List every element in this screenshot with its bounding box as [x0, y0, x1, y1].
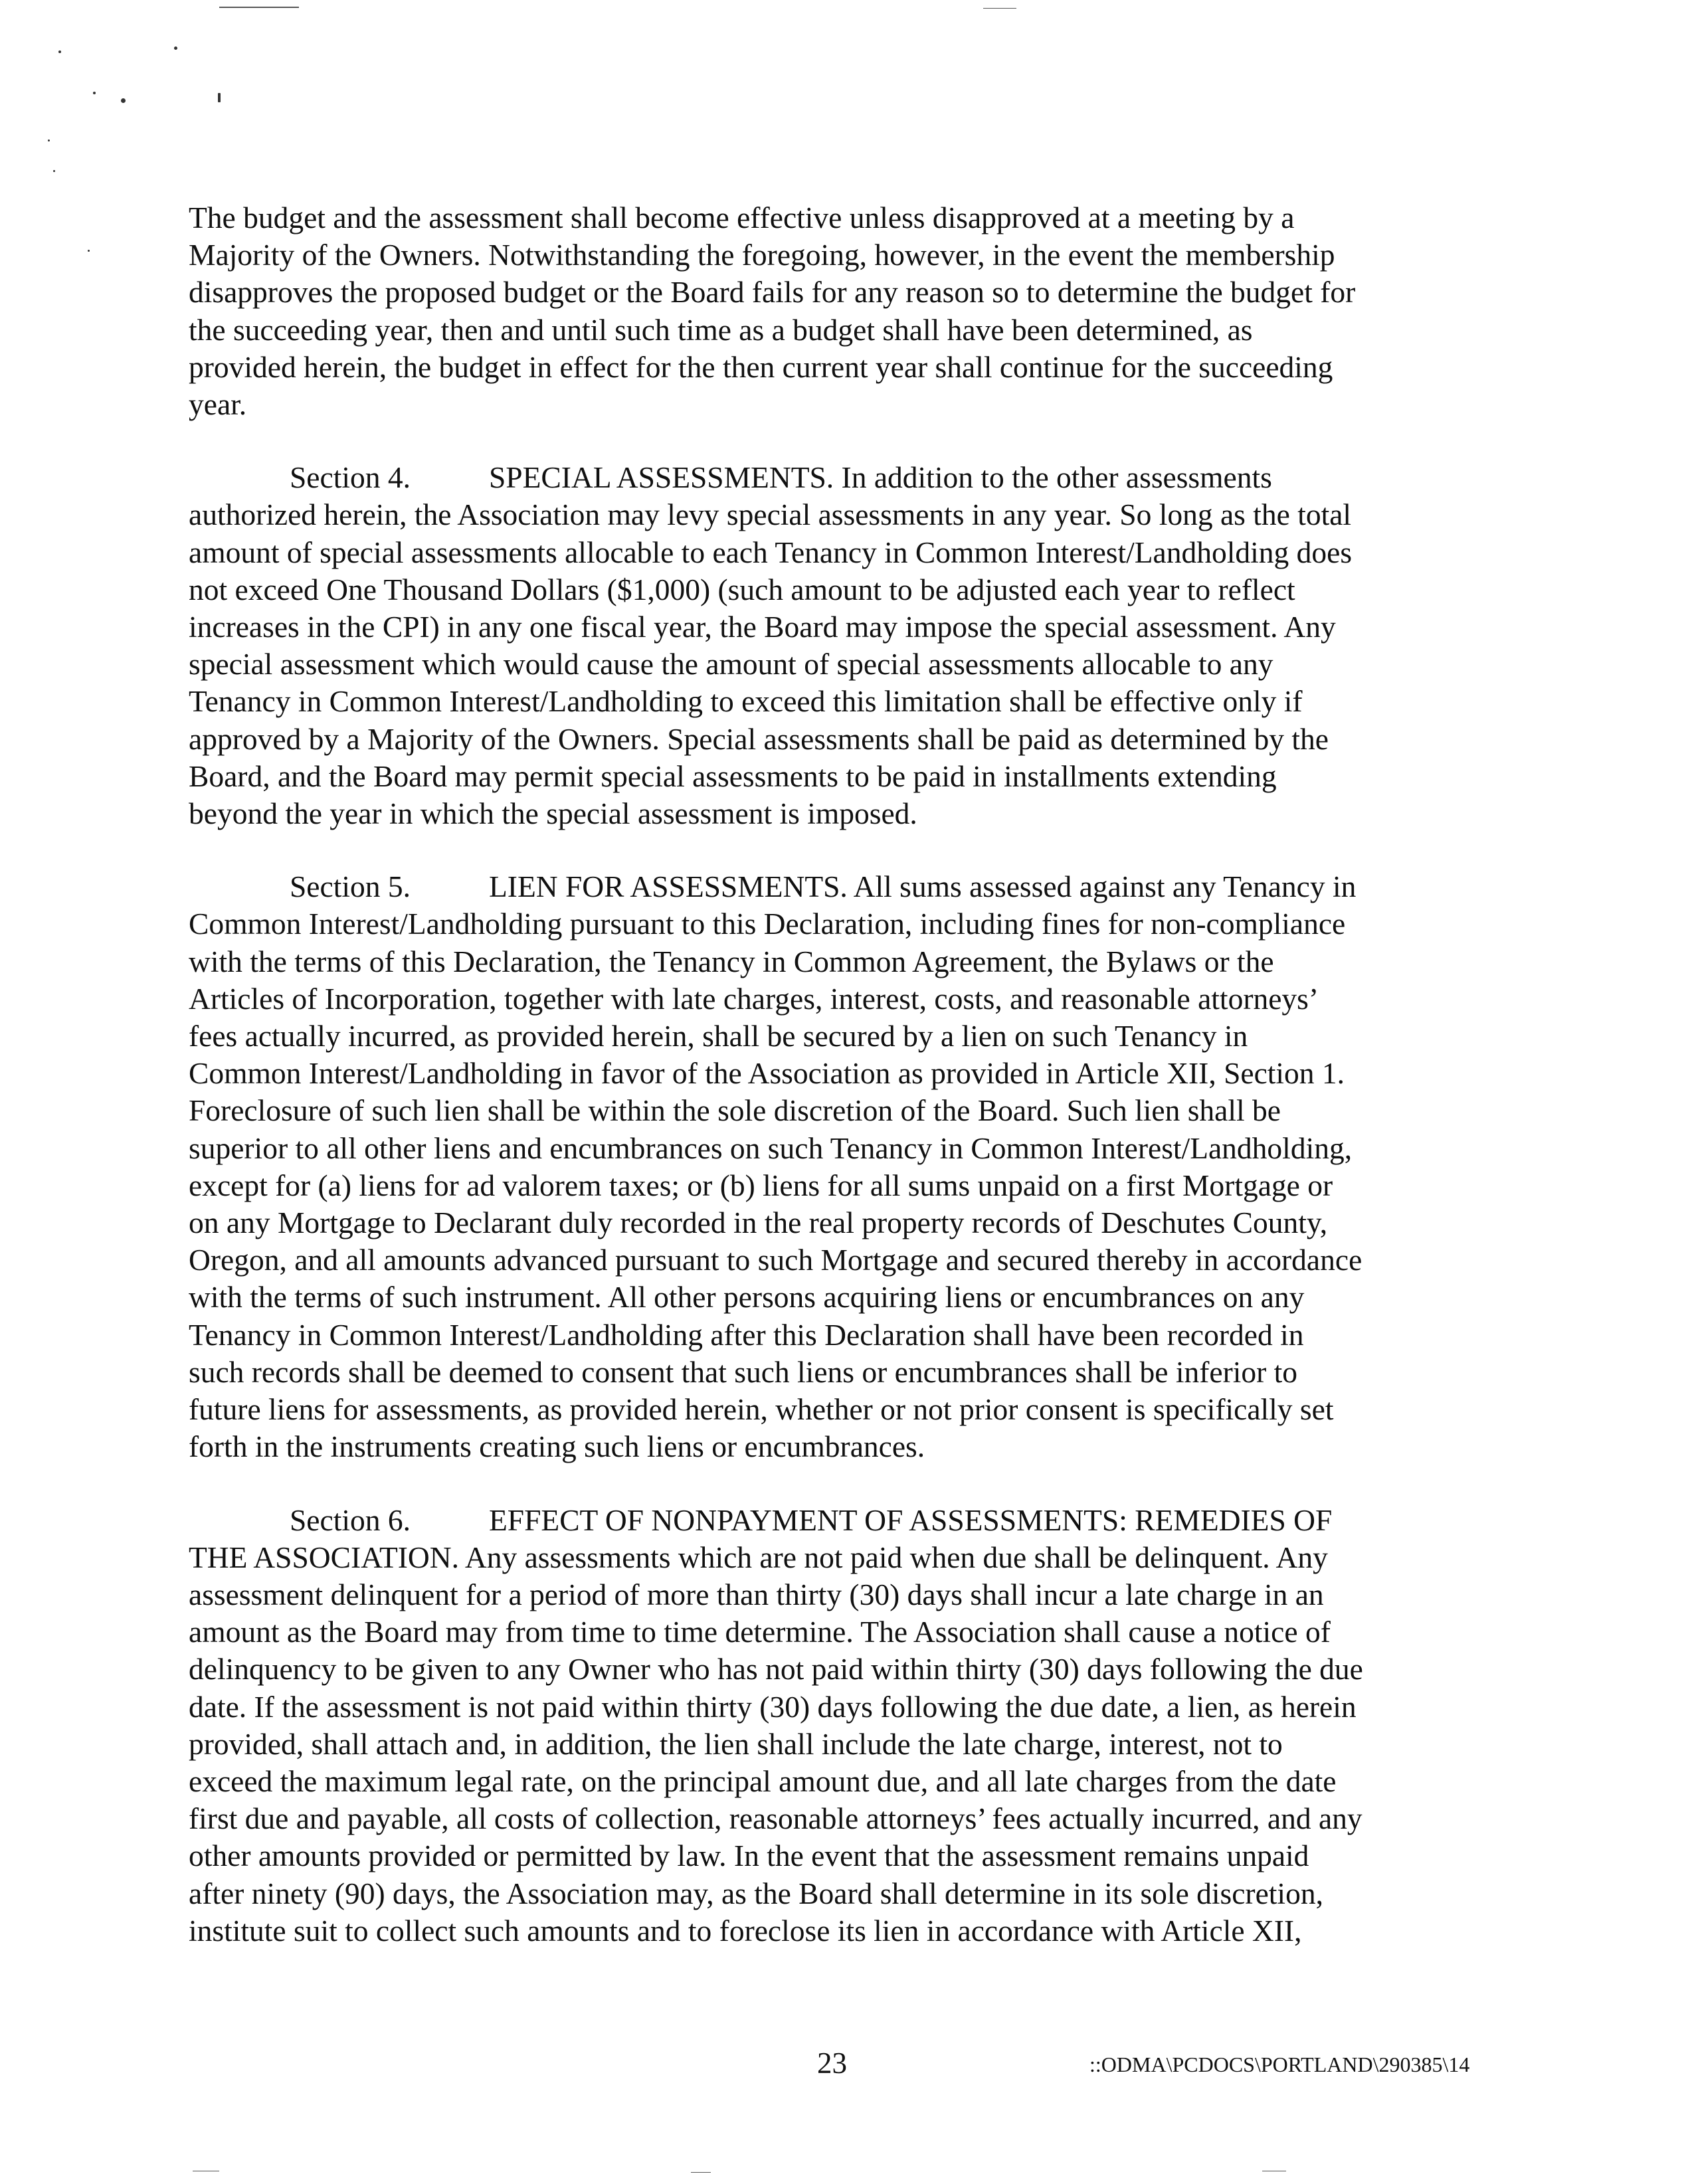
scan-artifact: [88, 250, 90, 252]
scan-artifact: [121, 98, 126, 103]
section-6-effect-of-nonpayment: [189, 1502, 1491, 1950]
text-line: with the terms of such instrument. All other persons acquiring liens or encumbrances on any: [189, 1280, 1305, 1315]
text-line: Foreclosure of such lien shall be within the sole discretion of the Board. Such lien shall be: [189, 1093, 1281, 1128]
text-line: authorized herein, the Association may levy special assessments in any year. So long as the total: [189, 498, 1352, 532]
text-line: not exceed One Thousand Dollars ($1,000) (such amount to be adjusted each year to reflect: [189, 572, 1295, 606]
text-line: Articles of Incorporation, together with late charges, interest, costs, and reasonable attorneys’: [189, 981, 1319, 1016]
text-line: The budget and the assessment shall become effective unless disapproved at a meeting by a: [189, 201, 1295, 234]
text-line: on any Mortgage to Declarant duly recorded in the real property records of Deschutes County,: [189, 1206, 1328, 1240]
section-4-special-assessments: [189, 459, 1491, 832]
text-line: EFFECT OF NONPAYMENT OF ASSESSMENTS: REMEDIES OF: [489, 1502, 1333, 1537]
text-line: other amounts provided or permitted by law. In the event that the assessment remains unpaid: [189, 1839, 1309, 1873]
scan-artifact: [218, 93, 221, 102]
text-line: assessment delinquent for a period of more than thirty (30) days shall incur a late charge in an: [189, 1577, 1324, 1611]
text-line: year.: [189, 387, 247, 422]
text-line: the succeeding year, then and until such time as a budget shall have been determined, as: [189, 312, 1253, 347]
scan-artifact: [53, 170, 55, 172]
text-line: Tenancy in Common Interest/Landholding after this Declaration shall have been recorded in: [189, 1317, 1304, 1352]
text-line: fees actually incurred, as provided herein, shall be secured by a lien on such Tenancy in: [189, 1019, 1248, 1053]
text-line: amount of special assessments allocable to each Tenancy in Common Interest/Landholding does: [189, 535, 1353, 569]
text-line: special assessment which would cause the amount of special assessments allocable to any: [189, 647, 1273, 682]
scan-artifact: [48, 139, 50, 141]
scan-artifact: [691, 2172, 711, 2173]
text-line: Common Interest/Landholding pursuant to this Declaration, including fines for non-compliance: [189, 907, 1346, 941]
text-line: LIEN FOR ASSESSMENTS. All sums assessed against any Tenancy in: [489, 869, 1357, 904]
section-heading-line: [189, 868, 1491, 905]
text-line: first due and payable, all costs of collection, reasonable attorneys’ fees actually incurred, and any: [189, 1801, 1362, 1836]
text-line: increases in the CPI) in any one fiscal year, the Board may impose the special assessment. Any: [189, 610, 1336, 644]
section-number: Section 6.: [290, 1502, 411, 1537]
text-line: superior to all other liens and encumbrances on such Tenancy in Common Interest/Landholding,: [189, 1131, 1353, 1165]
document-id: ::ODMA\PCDOCS\PORTLAND\290385\14: [1089, 2052, 1470, 2076]
section-heading-line: [189, 1502, 1491, 1539]
text-line: Oregon, and all amounts advanced pursuant to such Mortgage and secured thereby in accordance: [189, 1243, 1362, 1277]
section-number: Section 4.: [290, 460, 411, 495]
text-line: approved by a Majority of the Owners. Special assessments shall be paid as determined by the: [189, 721, 1329, 756]
scan-artifact: [93, 92, 96, 94]
scan-artifact: [983, 8, 1016, 9]
scan-artifact: [58, 50, 61, 53]
section-number: Section 5.: [290, 869, 411, 904]
scan-artifact: [174, 46, 177, 50]
text-line: SPECIAL ASSESSMENTS. In addition to the other assessments: [489, 460, 1272, 495]
text-line: future liens for assessments, as provided herein, whether or not prior consent is specifically set: [189, 1392, 1334, 1427]
text-line: beyond the year in which the special assessment is imposed.: [189, 796, 917, 831]
text-line: forth in the instruments creating such liens or encumbrances.: [189, 1429, 925, 1464]
text-line: delinquency to be given to any Owner who has not paid within thirty (30) days following the due: [189, 1652, 1363, 1686]
text-line: except for (a) liens for ad valorem taxes; or (b) liens for all sums unpaid on a first Mortgage or: [189, 1168, 1333, 1202]
text-line: date. If the assessment is not paid within thirty (30) days following the due date, a lien, as herein: [189, 1689, 1357, 1724]
text-line: provided, shall attach and, in addition, the lien shall include the late charge, interest, not to: [189, 1726, 1283, 1761]
text-line: amount as the Board may from time to time determine. The Association shall cause a notice of: [189, 1615, 1331, 1649]
text-line: such records shall be deemed to consent that such liens or encumbrances shall be inferior to: [189, 1354, 1298, 1389]
text-line: disapproves the proposed budget or the Board fails for any reason so to determine the budget for: [189, 275, 1356, 310]
text-line: Common Interest/Landholding in favor of the Association as provided in Article XII, Section 1.: [189, 1056, 1345, 1091]
text-line: Majority of the Owners. Notwithstanding the foregoing, however, in the event the membership: [189, 238, 1335, 272]
scan-artifact: [219, 7, 299, 8]
text-line: institute suit to collect such amounts and to foreclose its lien in accordance with Article XII,: [189, 1913, 1302, 1948]
text-line: THE ASSOCIATION. Any assessments which are not paid when due shall be delinquent. Any: [189, 1540, 1328, 1574]
text-line: provided herein, the budget in effect for the then current year shall continue for the succeeding: [189, 349, 1333, 384]
document-body: [189, 199, 1491, 1985]
paragraph-budget: [189, 199, 1491, 423]
text-line: after ninety (90) days, the Association may, as the Board shall determine in its sole discretion,: [189, 1876, 1323, 1910]
section-heading-line: [189, 459, 1491, 496]
section-5-lien-for-assessments: [189, 868, 1491, 1465]
text-line: Tenancy in Common Interest/Landholding to exceed this limitation shall be effective only if: [189, 684, 1303, 719]
text-line: exceed the maximum legal rate, on the principal amount due, and all late charges from the date: [189, 1764, 1337, 1798]
page-number: 23: [817, 2047, 847, 2080]
text-line: with the terms of this Declaration, the Tenancy in Common Agreement, the Bylaws or the: [189, 944, 1274, 978]
text-line: Board, and the Board may permit special assessments to be paid in installments extending: [189, 759, 1277, 793]
